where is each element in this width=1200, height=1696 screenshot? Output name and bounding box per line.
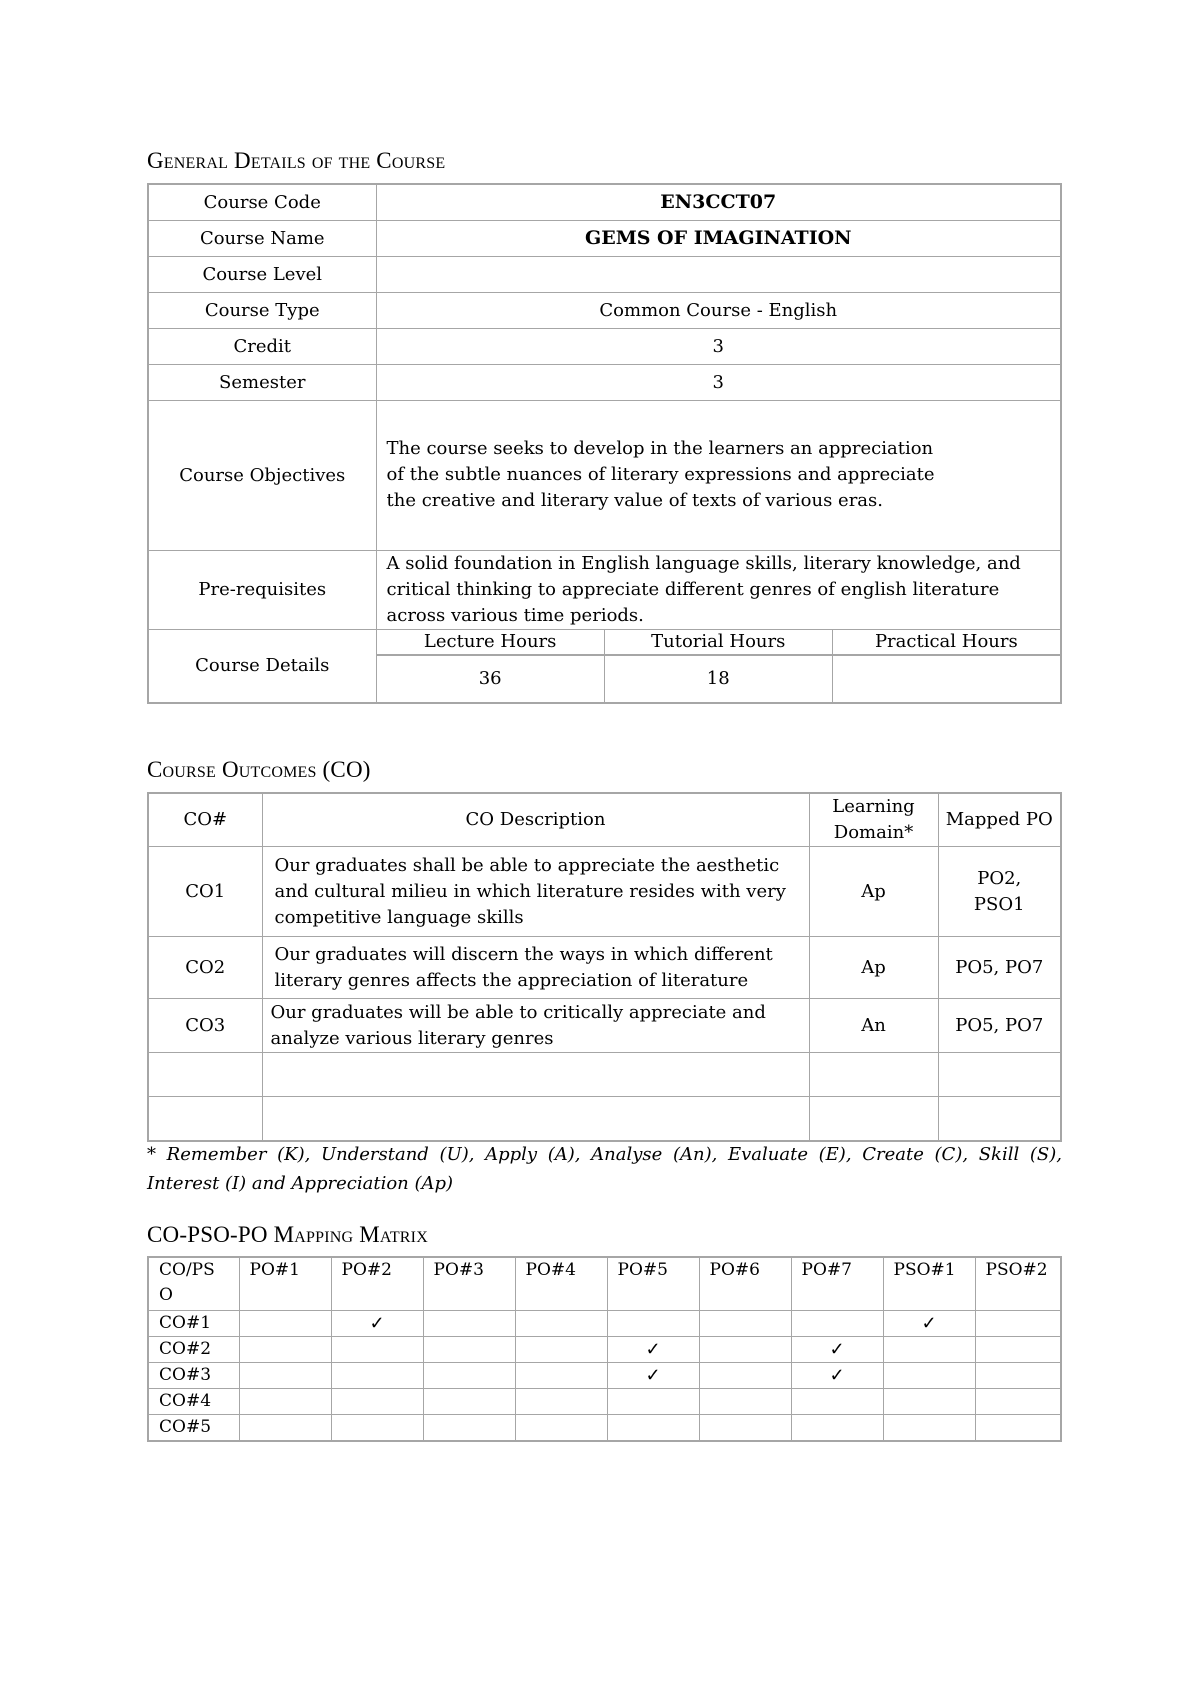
- course-details-label: Course Details: [148, 629, 376, 703]
- matrix-header-cell: PO#5: [607, 1257, 699, 1311]
- table-row: [148, 937, 1061, 999]
- matrix-header-cell: PO#1: [239, 1257, 331, 1311]
- co-domain: Ap: [809, 847, 938, 937]
- co-num: CO2: [148, 937, 262, 999]
- objectives-row: [148, 400, 1061, 550]
- matrix-header-cell: PSO#1: [883, 1257, 975, 1311]
- course-type-value: Common Course - English: [376, 292, 1061, 328]
- matrix-row-label: CO#1: [148, 1311, 239, 1337]
- co-domain: An: [809, 999, 938, 1053]
- course-code-row: [148, 184, 1061, 220]
- general-details-heading: General Details of the Course: [147, 148, 446, 173]
- table-row: [148, 847, 1061, 937]
- matrix-header-row: [148, 1257, 1061, 1311]
- table-row: [148, 1097, 1061, 1141]
- practical-hours-value: [832, 655, 1060, 702]
- credit-value: 3: [376, 328, 1061, 364]
- course-outcomes-table: [147, 792, 1062, 1142]
- course-details-row: [148, 629, 1061, 703]
- objectives-label: Course Objectives: [148, 400, 376, 550]
- learning-domain-note: * Remember (K), Understand (U), Apply (A), Analyse (An), Evaluate (E), Create (C), Skill (S), Interest (I) and Appreciation (Ap): [147, 1144, 1062, 1194]
- course-level-row: [148, 256, 1061, 292]
- tutorial-hours-label: Tutorial Hours: [604, 630, 832, 655]
- co-desc: Our graduates will be able to critically appreciate and analyze various literary genres: [262, 999, 809, 1053]
- table-row: [148, 1415, 1061, 1442]
- table-row: [148, 1311, 1061, 1337]
- matrix-header-cell: PO#4: [515, 1257, 607, 1311]
- matrix-row-label: CO#4: [148, 1389, 239, 1415]
- matrix-header-cell: PO#7: [791, 1257, 883, 1311]
- table-row: [148, 1053, 1061, 1097]
- credit-label: Credit: [148, 328, 376, 364]
- outcomes-header-row: [148, 793, 1061, 847]
- table-row: [148, 1389, 1061, 1415]
- matrix-row-label: CO#5: [148, 1415, 239, 1442]
- semester-row: [148, 364, 1061, 400]
- matrix-row-label: CO#3: [148, 1363, 239, 1389]
- course-name-row: [148, 220, 1061, 256]
- semester-label: Semester: [148, 364, 376, 400]
- co-mapped-po: PO5, PO7: [938, 999, 1061, 1053]
- co-desc: Our graduates shall be able to appreciate the aesthetic and cultural milieu in which literature resides with very competitive language skills: [262, 847, 809, 937]
- course-level-value: [376, 256, 1061, 292]
- lecture-hours-value: 36: [478, 668, 502, 689]
- co-mapped-po: PO5, PO7: [938, 937, 1061, 999]
- course-name-label: Course Name: [148, 220, 376, 256]
- co-desc: Our graduates will discern the ways in which different literary genres affects the appreciation of literature: [262, 937, 809, 999]
- course-details-subtable: [377, 630, 1061, 702]
- tick-icon: ✓: [607, 1363, 699, 1389]
- tick-icon: ✓: [883, 1311, 975, 1337]
- course-name-value: GEMS OF IMAGINATION: [376, 220, 1061, 256]
- mapped-po-header: Mapped PO: [938, 793, 1061, 847]
- co-domain: Ap: [809, 937, 938, 999]
- course-type-label: Course Type: [148, 292, 376, 328]
- prerequisites-value: A solid foundation in English language skills, literary knowledge, and critical thinking to appreciate different genres of english literature across various time periods.: [376, 550, 1061, 629]
- co-mapped-po: PO2, PSO1: [938, 847, 1061, 937]
- mapping-matrix-heading: CO-PSO-PO Mapping Matrix: [147, 1222, 428, 1247]
- prerequisites-label: Pre-requisites: [148, 550, 376, 629]
- table-row: [148, 1337, 1061, 1363]
- co-num: CO3: [148, 999, 262, 1053]
- lecture-hours-label: Lecture Hours: [377, 630, 605, 655]
- credit-row: [148, 328, 1061, 364]
- course-level-label: Course Level: [148, 256, 376, 292]
- mapping-matrix-table: [147, 1256, 1062, 1442]
- prerequisites-row: [148, 550, 1061, 629]
- course-code-value: EN3CCT07: [376, 184, 1061, 220]
- tick-icon: ✓: [791, 1363, 883, 1389]
- tick-icon: ✓: [791, 1337, 883, 1363]
- matrix-row-label: CO#2: [148, 1337, 239, 1363]
- learning-domain-header: Learning Domain*: [809, 793, 938, 847]
- practical-hours-label: Practical Hours: [832, 630, 1060, 655]
- general-details-table: [147, 183, 1062, 704]
- matrix-header-cell: PSO#2: [975, 1257, 1061, 1311]
- course-code-label: Course Code: [148, 184, 376, 220]
- course-outcomes-heading: Course Outcomes (CO): [147, 757, 371, 782]
- table-row: [148, 1363, 1061, 1389]
- tutorial-hours-value: 18: [604, 655, 832, 702]
- tick-icon: ✓: [607, 1337, 699, 1363]
- course-type-row: [148, 292, 1061, 328]
- tick-icon: ✓: [331, 1311, 423, 1337]
- objectives-value: The course seeks to develop in the learners an appreciation of the subtle nuances of literary expressions and appreciate the creative and literary value of texts of various eras.: [376, 400, 1061, 550]
- semester-value: 3: [376, 364, 1061, 400]
- matrix-header-cell: PO#3: [423, 1257, 515, 1311]
- co-num: CO1: [148, 847, 262, 937]
- table-row: [148, 999, 1061, 1053]
- matrix-header-cell: PO#2: [331, 1257, 423, 1311]
- matrix-header-cell: PO#6: [699, 1257, 791, 1311]
- co-desc-header: CO Description: [262, 793, 809, 847]
- co-num-header: CO#: [148, 793, 262, 847]
- matrix-header-cell: CO/PSO: [148, 1257, 239, 1311]
